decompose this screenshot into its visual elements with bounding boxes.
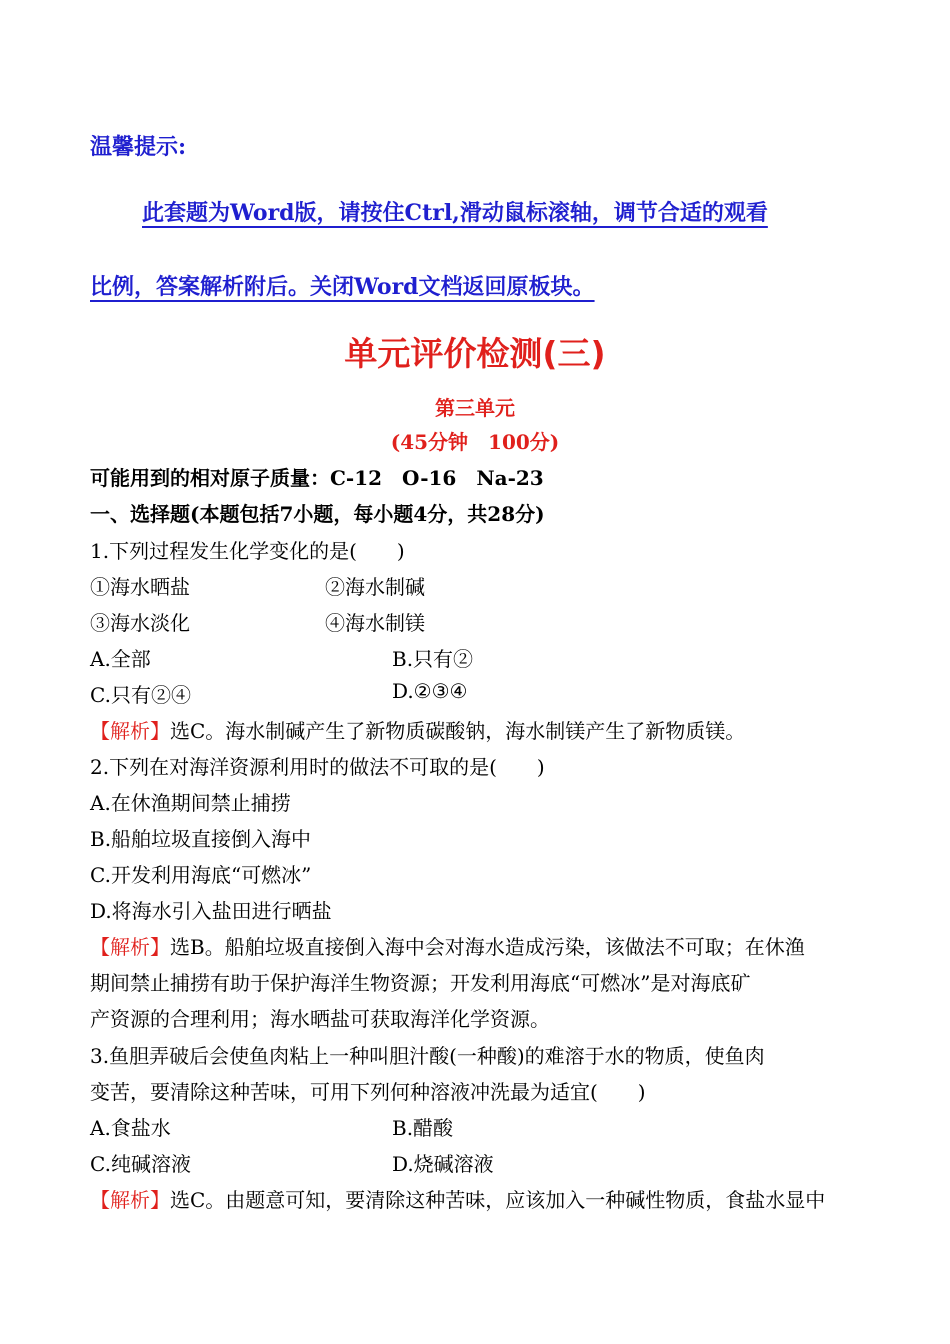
analysis-label: 【解析】 [90,719,170,743]
hint-line-1[interactable]: 此套题为Word版，请按住Ctrl,滑动鼠标滚轴，调节合适的观看 [142,200,768,226]
q2-stem: 2.下列在对海洋资源利用时的做法不可取的是( ) [90,755,545,779]
q1-item-1: ①海水晒盐 [90,575,190,599]
q3-stem-line-1: 3.鱼胆弄破后会使鱼肉粘上一种叫胆汁酸(一种酸)的难溶于水的物质，使鱼肉 [90,1044,765,1068]
q1-item-2: ②海水制碱 [325,575,425,599]
q3-option-a: A.食盐水 [90,1116,171,1140]
q3-option-d: D.烧碱溶液 [392,1152,494,1176]
q1-item-3: ③海水淡化 [90,611,190,635]
hint-title: 温馨提示: [90,134,187,160]
q3-option-b: B.醋酸 [392,1116,454,1140]
analysis-label: 【解析】 [90,1188,170,1212]
q1-option-a: A.全部 [90,647,151,671]
q2-option-a: A.在休渔期间禁止捕捞 [90,791,291,815]
q3-analysis-text: 选C。由题意可知，要清除这种苦味，应该加入一种碱性物质，食盐水显中 [170,1188,826,1212]
time-score: (45分钟 100分) [390,430,560,454]
atomic-mass-note: 可能用到的相对原子质量：C-12 O-16 Na-23 [90,466,544,490]
q1-analysis-text: 选C。海水制碱产生了新物质碳酸钠，海水制镁产生了新物质镁。 [170,719,746,743]
page-title: 单元评价检测(三) [344,334,606,373]
q3-option-c: C.纯碱溶液 [90,1152,191,1176]
q1-option-c: C.只有②④ [90,683,191,707]
q2-analysis-line-2: 期间禁止捕捞有助于保护海洋生物资源；开发利用海底“可燃冰”是对海底矿 [90,971,751,995]
q2-analysis-text-1: 选B。船舶垃圾直接倒入海中会对海水造成污染，该做法不可取；在休渔 [170,935,805,959]
section-heading: 一、选择题(本题包括7小题，每小题4分，共28分) [90,502,545,526]
unit-subtitle: 第三单元 [435,396,515,420]
q3-stem-line-2: 变苦，要清除这种苦味，可用下列何种溶液冲洗最为适宜( ) [90,1080,646,1104]
q1-option-d: D.②③④ [392,679,468,703]
q2-analysis-line-3: 产资源的合理利用；海水晒盐可获取海洋化学资源。 [90,1007,550,1031]
q1-analysis [90,715,745,744]
hint-line-2[interactable]: 比例，答案解析附后。关闭Word文档返回原板块。 [90,274,595,300]
q2-option-d: D.将海水引入盐田进行晒盐 [90,899,332,923]
q3-analysis [90,1184,825,1213]
analysis-label: 【解析】 [90,935,170,959]
q2-option-c: C.开发利用海底“可燃冰” [90,863,312,887]
q2-option-b: B.船舶垃圾直接倒入海中 [90,827,312,851]
q1-stem: 1.下列过程发生化学变化的是( ) [90,539,405,563]
q1-option-b: B.只有② [392,647,474,671]
q1-item-4: ④海水制镁 [325,611,425,635]
q2-analysis-line-1 [90,931,805,960]
